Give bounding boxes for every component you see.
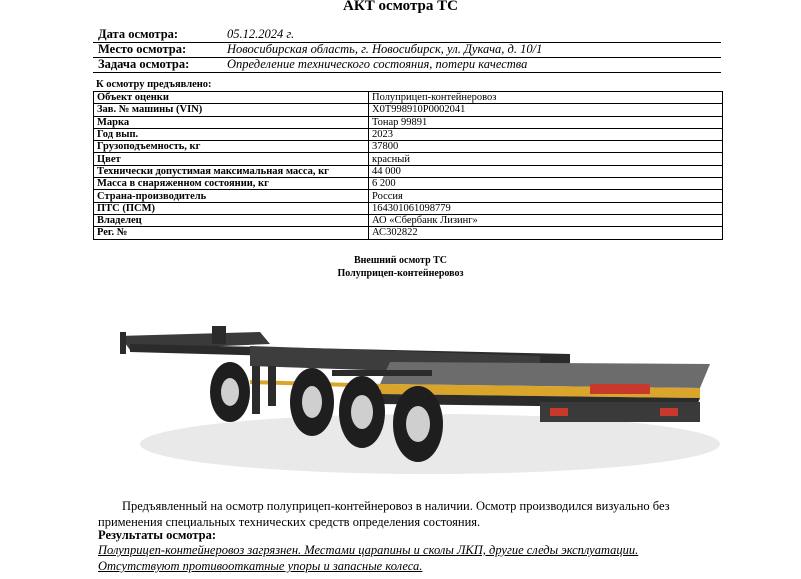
spec-row: [94, 153, 723, 165]
spec-key: Страна-производитель: [94, 190, 369, 202]
inspection-place-value: Новосибирская область, г. Новосибирск, ул. Дукача, д. 10/1: [227, 42, 543, 56]
spec-key: Зав. № машины (VIN): [94, 104, 369, 116]
spec-row: [94, 104, 723, 116]
spec-value: Россия: [369, 190, 723, 202]
spec-key: Цвет: [94, 153, 369, 165]
vehicle-spec-table: [93, 91, 723, 240]
spec-value: 2023: [369, 128, 723, 140]
spec-row: [94, 178, 723, 190]
spec-value: Полуприцеп-контейнеровоз: [369, 92, 723, 104]
spec-value: АС302822: [369, 227, 723, 239]
spec-value: 6 200: [369, 178, 723, 190]
trailer-photo: [100, 284, 720, 490]
spec-row: [94, 202, 723, 214]
results-text: Полуприцеп-контейнеровоз загрязнен. Местами царапины и сколы ЛКП, другие следы эксплуатации. Отсутствуют противооткатные упоры и запасные колеса.: [98, 543, 639, 573]
spec-key: ПТС (ПСМ): [94, 202, 369, 214]
inspection-date-label: Дата осмотра:: [98, 27, 179, 41]
inspection-paragraph: Предъявленный на осмотр полуприцеп-контейнеровоз в наличии. Осмотр производился визуально без применения специальных технических средств определения состояния.: [98, 499, 670, 529]
photo-caption-subtitle: Полуприцеп-контейнеровоз: [337, 268, 464, 279]
document-title: АКТ осмотра ТС: [343, 0, 458, 14]
inspection-date-row: [93, 27, 721, 43]
presented-label: К осмотру предъявлено:: [96, 79, 212, 90]
spec-key: Объект оценки: [94, 92, 369, 104]
spec-row: [94, 165, 723, 177]
inspection-place-row: [93, 42, 721, 58]
spec-value: красный: [369, 153, 723, 165]
spec-value: Тонар 99891: [369, 116, 723, 128]
spec-value: 164301061098779: [369, 202, 723, 214]
spec-value: X0T998910P0002041: [369, 104, 723, 116]
spec-value: 37800: [369, 141, 723, 153]
spec-row: [94, 190, 723, 202]
spec-value: 44 000: [369, 165, 723, 177]
spec-row: [94, 116, 723, 128]
spec-key: Масса в снаряженном состоянии, кг: [94, 178, 369, 190]
inspection-date-value: 05.12.2024 г.: [227, 27, 295, 41]
spec-row: [94, 214, 723, 226]
photo-caption-title: Внешний осмотр ТС: [353, 255, 448, 266]
spec-value: АО «Сбербанк Лизинг»: [369, 214, 723, 226]
spec-key: Грузоподъемность, кг: [94, 141, 369, 153]
spec-key: Владелец: [94, 214, 369, 226]
spec-row: [94, 227, 723, 239]
spec-row: [94, 128, 723, 140]
spec-key: Технически допустимая максимальная масса, кг: [94, 165, 369, 177]
inspection-place-label: Место осмотра:: [98, 42, 187, 56]
results-label: Результаты осмотра:: [98, 528, 216, 542]
inspection-task-value: Определение технического состояния, потери качества: [227, 57, 528, 71]
spec-row: [94, 92, 723, 104]
spec-key: Рег. №: [94, 227, 369, 239]
inspection-task-label: Задача осмотра:: [98, 57, 190, 71]
spec-row: [94, 141, 723, 153]
spec-key: Марка: [94, 116, 369, 128]
inspection-task-row: [93, 57, 721, 73]
spec-key: Год вып.: [94, 128, 369, 140]
